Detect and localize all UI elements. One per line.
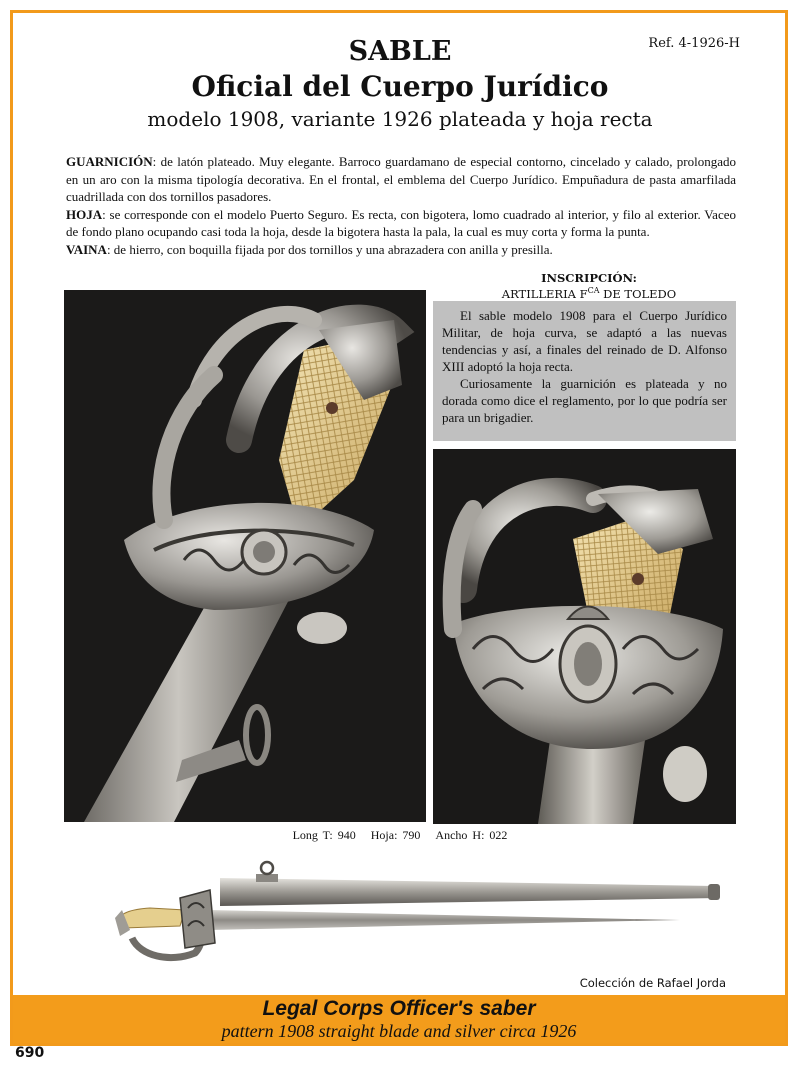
reference-number: Ref. 4-1926-H [648,36,740,51]
historical-note [433,301,736,441]
vaina-paragraph [66,241,736,259]
inscription-heading: INSCRIPCIÓN: [541,271,637,285]
title-line-2: Oficial del Cuerpo Jurídico [191,70,609,103]
vaina-text: : de hierro, con boquilla fijada por dos tornillos y una abrazadera con anilla y presilla. [106,241,553,257]
collection-credit: Colección de Rafael Jorda [579,976,726,990]
hoja-paragraph [66,206,736,241]
inscription-text-sup: CA [587,286,600,295]
page-number: 690 [15,1045,45,1061]
blade-length: Hoja: 790 [370,828,421,842]
inscription-text-b: DE TOLEDO [599,286,677,301]
inscription-text [440,286,738,301]
title-line-1: SABLE [348,36,452,67]
photo-hilt-side [64,290,426,822]
photo-full-sword [60,848,740,978]
english-subtitle: pattern 1908 straight blade and silver circa 1926 [221,1021,577,1041]
blade-width: Ancho H: 022 [435,828,508,842]
hoja-label: HOJA [66,206,103,222]
note-paragraph-2: Curiosamente la guarnición es plateada y no dorada como dice el reglamento, por lo que podría ser para un brigadier. [442,376,727,425]
english-title: Legal Corps Officer's saber [262,997,536,1020]
guarnicion-label: GUARNICIÓN [66,154,153,169]
description [66,153,736,258]
dimensions [0,828,800,843]
inscription-text-a: ARTILLERIA F [501,286,588,301]
photo-hilt-front [433,449,736,824]
guarnicion-paragraph [66,153,736,206]
english-title-band [13,995,785,1043]
vaina-label: VAINA [66,241,107,257]
guarnicion-text: : de latón plateado. Muy elegante. Barroco guardamano de especial contorno, cincelado y calado, prolongado en un aro con la misma tipología decorativa. En el frontal, el emblema del Cuerpo Jurídico. Empuñadura de pasta amarfilada cuadrillada con dos tornillos pasadores. [66,154,736,204]
total-length: Long T: 940 [292,828,356,842]
hoja-text: : se corresponde con el modelo Puerto Seguro. Es recta, con bigotera, lomo cuadrado al interior, y filo al exterior. Vaceo de fondo plano ocupando casi toda la hoja, desde la bigotera hasta la pala, la cual es muy corta y forma la punta. [66,206,736,239]
subtitle: modelo 1908, variante 1926 plateada y hoja recta [147,107,653,131]
note-paragraph-1: El sable modelo 1908 para el Cuerpo Jurídico Militar, de hoja curva, se adaptó a las nuevas tendencias y así, a finales del reinado de D. Alfonso XIII adoptó la hoja recta. [442,308,727,374]
